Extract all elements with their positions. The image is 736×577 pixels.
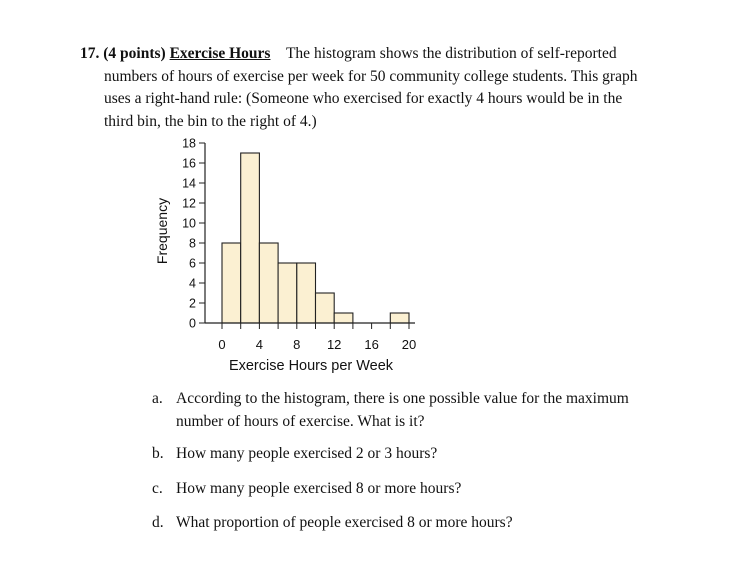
y-tick-label: 14 [182, 176, 196, 191]
question-text: What proportion of people exercised 8 or more hours? [176, 514, 513, 531]
question-text: According to the histogram, there is one possible value for the maximum [176, 390, 629, 407]
question-letter: b. [152, 445, 164, 462]
problem-title: Exercise Hours [169, 45, 271, 62]
y-tick-label: 16 [182, 156, 196, 171]
histogram-bar [297, 263, 316, 323]
question-text: How many people exercised 2 or 3 hours? [176, 445, 438, 462]
question-letter: a. [152, 390, 163, 407]
question-text: number of hours of exercise. What is it? [176, 412, 425, 430]
question-text: How many people exercised 8 or more hours? [176, 480, 462, 497]
x-tick-label: 0 [218, 337, 226, 352]
x-tick-label: 8 [293, 337, 301, 352]
histogram-bar [390, 313, 409, 323]
question-c [152, 478, 461, 501]
y-tick-label: 8 [189, 236, 196, 251]
question-letter: c. [152, 480, 163, 497]
histogram-bar [241, 153, 260, 323]
problem-text-line: third bin, the bin to the right of 4.) [104, 112, 317, 130]
question-b [152, 443, 437, 466]
y-tick-label: 2 [189, 296, 196, 311]
x-axis-ticks [218, 323, 416, 352]
histogram-bar [222, 243, 241, 323]
y-axis-label: Frequency [154, 197, 170, 265]
histogram-bars [222, 153, 409, 323]
problem-number: 17. [80, 45, 100, 62]
problem-text-line: numbers of hours of exercise per week for 50 community college students. This graph [104, 67, 638, 85]
x-tick-label: 20 [401, 337, 417, 352]
question-letter: d. [152, 514, 164, 531]
y-tick-label: 6 [189, 256, 196, 271]
histogram-bar [334, 313, 353, 323]
y-tick-label: 18 [182, 136, 196, 151]
question-d [152, 512, 513, 535]
y-tick-label: 10 [182, 216, 196, 231]
y-tick-label: 4 [189, 276, 196, 291]
problem-points: (4 points) [103, 45, 166, 62]
y-tick-label: 12 [182, 196, 196, 211]
histogram-bar [259, 243, 278, 323]
x-axis-label: Exercise Hours per Week [228, 358, 394, 374]
y-tick-label: 0 [189, 316, 196, 331]
histogram-bar [316, 293, 335, 323]
x-tick-label: 4 [255, 337, 264, 352]
x-tick-label: 12 [326, 337, 342, 352]
x-tick-label: 16 [364, 337, 379, 352]
problem-text-line: uses a right-hand rule: (Someone who exercised for exactly 4 hours would be in the [104, 90, 623, 107]
y-axis-ticks [182, 137, 205, 331]
problem-text-line: The histogram shows the distribution of self-reported [285, 45, 617, 62]
histogram-bar [278, 263, 297, 323]
question-a [152, 388, 629, 433]
